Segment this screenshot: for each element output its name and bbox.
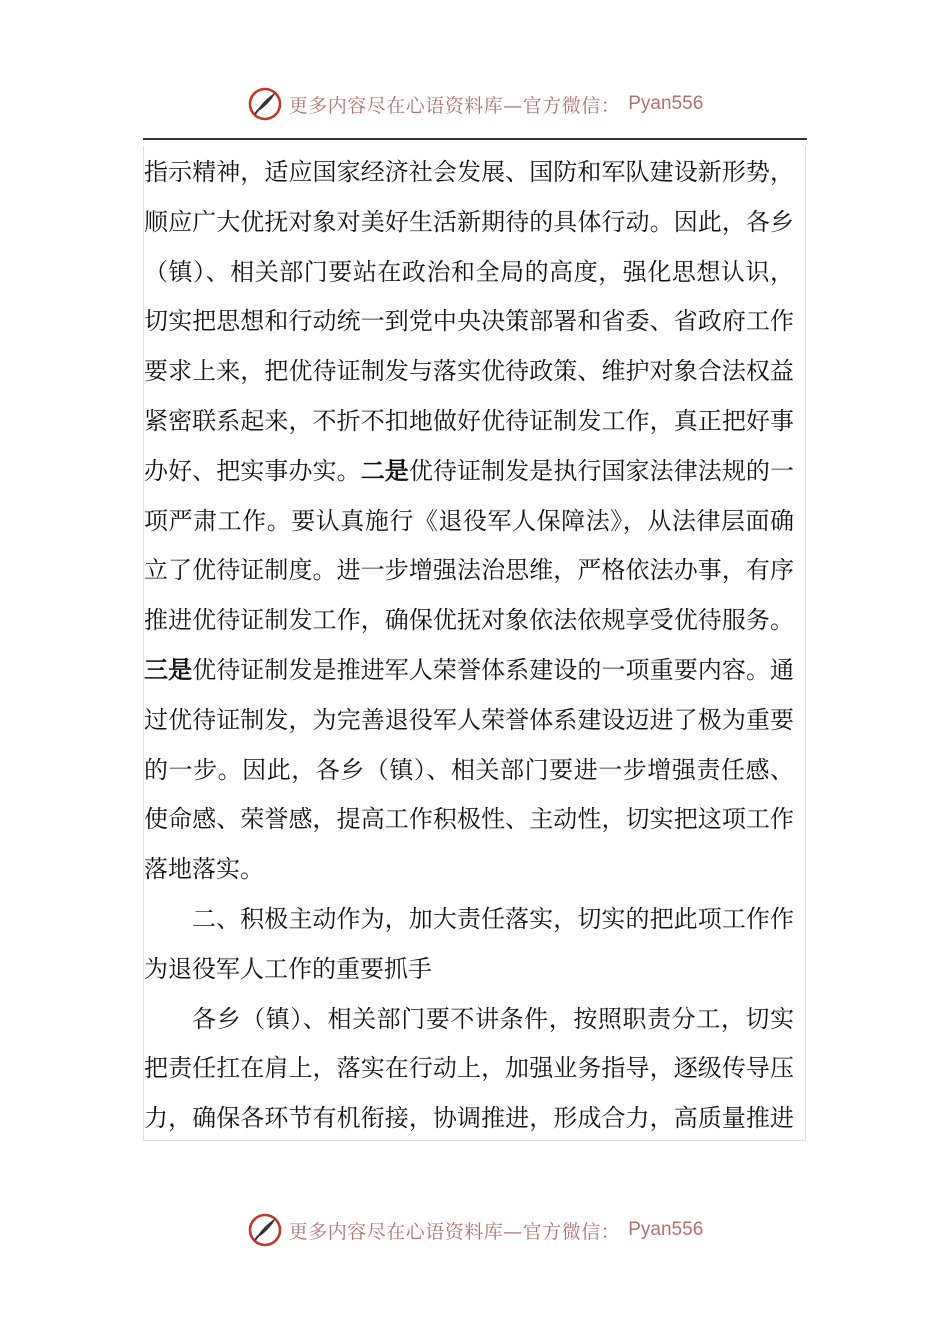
- text-line: 项严肃工作。要认真施行《退役军人保障法》，从法律层面确: [144, 506, 794, 535]
- text-line: 各乡（镇）、相关部门要不讲条件，按照职责分工，切实: [192, 1004, 794, 1033]
- banner-text: 更多内容尽在心语资料库—官方微信：: [288, 94, 621, 117]
- text-line: （镇）、相关部门要站在政治和全局的高度，强化思想认识，: [144, 257, 794, 286]
- text-run: 办好、把实事办实。: [144, 456, 361, 485]
- banner-wechat-id: Pyan556: [628, 1219, 704, 1240]
- text-line: 的一步。因此，各乡（镇）、相关部门要进一步增强责任感、: [144, 755, 794, 784]
- quill-logo-icon: [247, 86, 283, 122]
- text-line: 切实把思想和行动统一到党中央决策部署和省委、省政府工作: [144, 307, 794, 336]
- text-line: [144, 646, 794, 696]
- header-divider: [143, 138, 807, 140]
- header-banner: [0, 82, 950, 126]
- text-line: 落地落实。: [144, 855, 264, 884]
- section-heading-line: 为退役军人工作的重要抓手: [144, 954, 432, 983]
- text-line: 推进优待证制发工作，确保优抚对象依法依规享受优待服务。: [144, 606, 794, 635]
- text-run: 优待证制发是执行国家法律法规的一: [408, 456, 795, 485]
- section-heading-line: 二、积极主动作为，加大责任落实，切实的把此项工作作: [192, 904, 794, 933]
- text-line: 顺应广大优抚对象对美好生活新期待的具体行动。因此，各乡: [144, 207, 794, 236]
- text-line: 把责任扛在肩上，落实在行动上，加强业务指导，逐级传导压: [144, 1054, 794, 1083]
- document-body: [144, 148, 794, 1144]
- banner-wechat-id: Pyan556: [628, 93, 704, 114]
- text-run: 优待证制发是推进军人荣誉体系建设的一项重要内容。通: [192, 655, 795, 684]
- text-line: 要求上来，把优待证制发与落实优待政策、维护对象合法权益: [144, 357, 794, 386]
- text-line: 力，确保各环节有机衔接，协调推进，形成合力，高质量推进: [144, 1104, 794, 1133]
- text-line: 使命感、荣誉感，提高工作积极性、主动性，切实把这项工作: [144, 805, 794, 834]
- text-line: [144, 447, 794, 497]
- text-line: 指示精神，适应国家经济社会发展、国防和军队建设新形势，: [144, 158, 794, 186]
- text-line: 过优待证制发，为完善退役军人荣誉体系建设迈进了极为重要: [144, 705, 794, 734]
- bold-lead: 三是: [144, 655, 193, 684]
- quill-logo-icon: [247, 1212, 283, 1248]
- text-line: 立了优待证制度。进一步增强法治思维，严格依法办事，有序: [144, 556, 794, 585]
- text-line: 紧密联系起来，不折不扣地做好优待证制发工作，真正把好事: [144, 406, 794, 435]
- footer-banner: [0, 1208, 950, 1252]
- bold-lead: 二是: [360, 456, 409, 485]
- banner-text: 更多内容尽在心语资料库—官方微信：: [288, 1220, 621, 1243]
